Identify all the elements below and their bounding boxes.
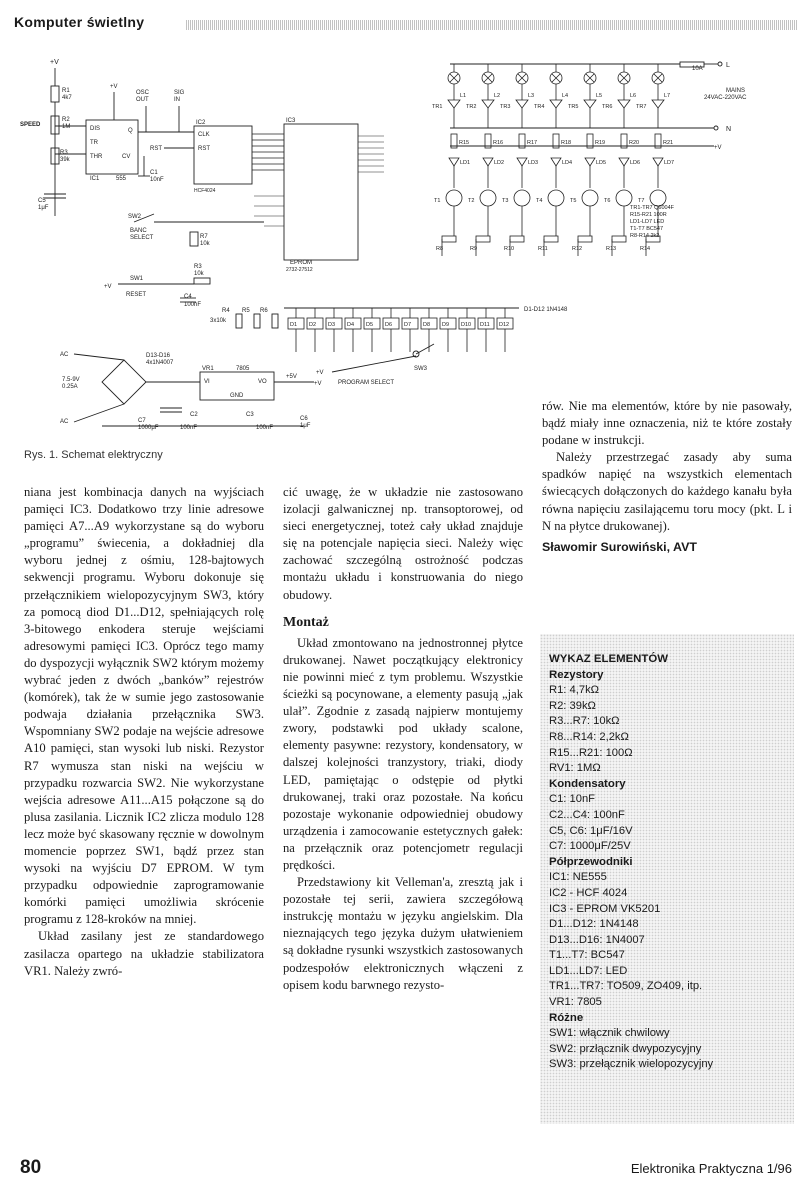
program-select-label: PROGRAM SELECT xyxy=(338,380,395,386)
led-symbol xyxy=(483,158,493,166)
diode-label: D8 xyxy=(423,322,431,328)
triac-symbol xyxy=(652,100,664,108)
legend-line-2: R15-R21 100R xyxy=(630,212,667,218)
triac-symbol xyxy=(482,100,494,108)
parts-list-item: IC2 - HCF 4024 xyxy=(549,886,628,899)
resistor-symbol xyxy=(476,236,490,242)
parts-list-item: C7: 1000μF/25V xyxy=(549,840,631,853)
transistor-label: T3 xyxy=(502,198,509,204)
vplus-label: +V xyxy=(50,59,59,66)
resistor-label: R21 xyxy=(663,140,674,146)
ic3-label: IC3 xyxy=(286,118,296,124)
parts-list-item: IC1: NE555 xyxy=(549,871,607,884)
resistor-label: R19 xyxy=(595,140,606,146)
transistor-symbol xyxy=(616,190,632,206)
parts-list-item: D13...D16: 1N4007 xyxy=(549,933,645,946)
r4-label: R4 xyxy=(222,308,230,314)
lamp-label: L5 xyxy=(596,93,603,99)
parts-list-title: WYKAZ ELEMENTÓW xyxy=(549,653,668,665)
header-band xyxy=(186,20,798,30)
c7-value: 1000μF xyxy=(138,425,159,431)
led-symbol xyxy=(653,158,663,166)
col2-paragraph-2: Układ zmontowano na jednostronnej płytce drukowanej. Nawet początkujący elektronicy nie powinni mieć z tym problemu. Wszystkie ścieżki są pocynowane, a elementy pasują „jak ulał”. Zgodnie z zasadą najpierw montujemy zwory, podstawki pod układy scalone, elementy pasywne: rezystory, kondensatory, w dalszej kolejności tranzystory, triaki, diody LED, pamiętając o odstępie od płytki drukowanej, traki oraz pozostałe. Na końcu pozostaje wykonanie odpowiedniej obudowy urządzenia i zamocowanie estetycznych gałek: na przełącznik oraz potencjometr regulacji prędkości. xyxy=(283,635,523,872)
resistor-label: R11 xyxy=(538,246,548,252)
reset-label: RESET xyxy=(126,292,147,298)
triac-symbol xyxy=(618,100,630,108)
led-symbol xyxy=(585,158,595,166)
parts-list-item: R1: 4,7kΩ xyxy=(549,684,600,697)
led-label: LD7 xyxy=(664,160,675,166)
banc-label: BANC xyxy=(130,228,147,234)
transistor-label: T1 xyxy=(434,198,441,204)
lamp-label: L4 xyxy=(562,93,569,99)
fuse-label: 10A xyxy=(692,66,703,72)
ac-label-top: AC xyxy=(60,352,69,358)
led-label: LD3 xyxy=(528,160,539,166)
vplus-out: +V xyxy=(314,381,322,387)
r1-label: R1 xyxy=(62,88,70,94)
parts-group-heading: Rezystory xyxy=(549,668,604,681)
ic1-thr: THR xyxy=(90,154,103,160)
triac-label: TR7 xyxy=(636,104,647,110)
parts-list-item: R15...R21: 100Ω xyxy=(549,746,633,759)
resistor-label: R9 xyxy=(470,246,478,252)
diode-series-label: D1-D12 1N4148 xyxy=(524,307,568,313)
parts-list-item: D1...D12: 1N4148 xyxy=(549,918,639,931)
vr1-label: VR1 xyxy=(202,366,214,372)
col2-paragraph-3: Przedstawiony kit Velleman'a, zresztą jak i pozostałe tej serii, zawiera szczegółową instrukcję montażu w języku angielskim. Dla nieznających tego języka dużym ułatwieniem są dokładne rysunki wszystkich zastosowanych podzespołów elektronicznych włączeni z opisem kodu barwnego rezysto- xyxy=(283,875,523,992)
magazine-issue: Elektronika Praktyczna 1/96 xyxy=(630,1161,792,1176)
parts-list-item: R3...R7: 10kΩ xyxy=(549,715,620,728)
parts-group-heading: Półprzewodniki xyxy=(549,855,633,868)
lamp-label: L3 xyxy=(528,93,535,99)
legend-line-4: T1-T7 BC547 xyxy=(630,226,664,232)
col3-paragraph-1: rów. Nie ma elementów, które by nie pasowały, bądź miały inne oznaczenia, niż te które zostały podane w instrukcji. xyxy=(542,399,792,448)
speed-label: SPEED xyxy=(20,122,41,128)
ic1-tr: TR xyxy=(90,140,98,146)
c1-label: C1 xyxy=(150,170,158,176)
led-label: LD5 xyxy=(596,160,607,166)
r2-label: R2 xyxy=(62,117,70,123)
diode-label: D10 xyxy=(461,322,472,328)
led-label: LD4 xyxy=(562,160,573,166)
c4-value: 100nF xyxy=(184,302,202,308)
lamp-label: L7 xyxy=(664,93,671,99)
transistor-symbol xyxy=(514,190,530,206)
sw2-label: SW2 xyxy=(128,214,142,220)
parts-list-item: SW1: włącznik chwilowy xyxy=(549,1027,670,1040)
parts-list-item: SW3: przełącznik wielopozycyjny xyxy=(549,1058,714,1071)
triac-symbol xyxy=(584,100,596,108)
c3-label: C3 xyxy=(246,412,254,418)
ic2-clk: CLK xyxy=(198,132,210,138)
transistor-label: T6 xyxy=(604,198,611,204)
triac-symbol xyxy=(516,100,528,108)
resistor-symbol xyxy=(510,236,524,242)
transistor-label: T4 xyxy=(536,198,543,204)
c1-value: 10nF xyxy=(150,177,164,183)
triac-label: TR4 xyxy=(534,104,545,110)
sw3-vplus: +V xyxy=(316,370,324,376)
section-heading-montaz: Montaż xyxy=(283,614,329,630)
r6-label: R6 xyxy=(260,308,268,314)
resistor-label: R13 xyxy=(606,246,617,252)
vr1-type: 7805 xyxy=(236,366,250,372)
r2-value: 1M xyxy=(62,124,71,130)
circuit-schematic xyxy=(14,56,798,442)
diode-label: D4 xyxy=(347,322,355,328)
transistor-label: T7 xyxy=(638,198,645,204)
vr1-vi: VI xyxy=(204,379,210,385)
led-symbol xyxy=(517,158,527,166)
legend-line-1: TR1-TR7 Q6004F xyxy=(630,205,675,211)
c4-label: C4 xyxy=(184,294,192,300)
diode-label: D6 xyxy=(385,322,393,328)
parts-group-heading: Kondensatory xyxy=(549,777,626,790)
r7-value: 10k xyxy=(200,241,210,247)
diode-label: D1 xyxy=(290,322,298,328)
resistor-label: R8 xyxy=(436,246,444,252)
mains-voltage-label: 24VAC-220VAC xyxy=(704,95,747,101)
parts-list-box xyxy=(540,634,794,1124)
mains-vplus: +V xyxy=(714,145,722,151)
eprom-label: EPROM xyxy=(290,260,313,266)
ic1-q: Q xyxy=(128,128,133,134)
triac-label: TR6 xyxy=(602,104,613,110)
resistor-label: R20 xyxy=(629,140,640,146)
ic1-label: IC1 xyxy=(90,176,100,182)
transistor-symbol xyxy=(548,190,564,206)
triac-symbol xyxy=(550,100,562,108)
page-number: 80 xyxy=(20,1157,42,1178)
vr1-gnd: GND xyxy=(230,393,244,399)
diode-label: D11 xyxy=(480,322,490,328)
c2-label: C2 xyxy=(190,412,198,418)
resistor-label: R14 xyxy=(640,246,651,252)
lamp-label: L2 xyxy=(494,93,501,99)
diode-label: D3 xyxy=(328,322,336,328)
resistor-label: R15 xyxy=(459,140,470,146)
ic1-dis: DIS xyxy=(90,126,101,132)
parts-list-item: R2: 39kΩ xyxy=(549,699,596,712)
transistor-label: T5 xyxy=(570,198,577,204)
sw3-label: SW3 xyxy=(414,366,428,372)
resistor-label: R18 xyxy=(561,140,572,146)
resistor-label: R17 xyxy=(527,140,538,146)
resistor-symbol xyxy=(544,236,558,242)
col2-paragraph-1: cić uwagę, że w układzie nie zastosowano izolacji galwanicznej np. transoptorowej, od sieci energetycznej, toteż cały układ znajduje się na potencjale napięcia sieci. Należy więc zachować szczególną ostrożność podczas montażu układu i konstruowania do niego obudowy. xyxy=(283,485,523,602)
triac-label: TR3 xyxy=(500,104,511,110)
led-label: LD1 xyxy=(460,160,471,166)
text-column-3 xyxy=(542,398,792,556)
c2-value: 100nF xyxy=(180,425,198,431)
parts-groups xyxy=(549,668,788,1073)
ic2-label: IC2 xyxy=(196,120,206,126)
c5-value: 1μF xyxy=(38,205,49,211)
triac-label: TR5 xyxy=(568,104,579,110)
transistor-label: T2 xyxy=(468,198,475,204)
r3b-label: R3 xyxy=(194,264,202,270)
led-label: LD2 xyxy=(494,160,505,166)
resistor-symbol xyxy=(612,236,626,242)
ic1-vplus: +V xyxy=(110,84,118,90)
c6-value: 1μF xyxy=(300,423,311,429)
r3b-value: 10k xyxy=(194,271,204,277)
col1-paragraph-1: niana jest kombinacja danych na wyjściach pamięci IC3. Dodatkowo trzy linie adresowe pamięci A7...A9 wykorzystane są do wyboru „programu” świecenia, a dokładniej dla wyboru jednej z ośmiu, 128-bajtowych sekwencji programu. Wyboru dokonuje się przełącznikiem wielopozycyjnym SW3, który za pomocą diod D1...D12, spełniających rolę 3-bitowego enkodera steruje wejściami adresowymi pamięci IC3. Oprócz tego mamy do dyspozycji wyłącznik SW2 którym możemy wybrać jeden z dwóch „banków” rejestrów (komórek), tak że w sumie jego zastosowanie podwaja działania przełącznika SW3. Wspomniany SW2 podaje na wejście adresowe A10 pamięci, stan wysoki lub niski. Rezystor R7 wymusza stan niski na wejściu w przypadku rozwarcia SW2. Nie wykorzystane wejścia adresowe A11...A15 połączone są do plusa zasilania. Licznik IC2 zlicza modulo 128 lecz może być skasowany ręcznie w dowolnym momencie poprzez SW1, bądź przez stan wysoki na wyjściu D7 EPROM. W tym przypadku odpowiednie zaprogramowanie komórki pamięci umożliwia skrócenie programu z 128-kroków na mniej. xyxy=(24,485,264,927)
ic2-rst: RST xyxy=(198,146,210,152)
led-symbol xyxy=(449,158,459,166)
diode-label: D12 xyxy=(499,322,510,328)
triac-label: TR1 xyxy=(432,104,443,110)
parts-group-heading: Różne xyxy=(549,1011,584,1024)
bridge-value: 4x1N4007 xyxy=(146,360,174,366)
author-signature: Sławomir Surowiński, AVT xyxy=(542,539,697,554)
triac-label: TR2 xyxy=(466,104,477,110)
c3-value: 100nF xyxy=(256,425,274,431)
led-label: LD6 xyxy=(630,160,641,166)
select-label: SELECT xyxy=(130,235,154,241)
ic1-type: 555 xyxy=(116,176,127,182)
parts-list-item: T1...T7: BC547 xyxy=(549,949,625,962)
c6-label: C6 xyxy=(300,416,308,422)
figure-caption: Rys. 1. Schemat elektryczny xyxy=(24,449,163,461)
sw1-label: SW1 xyxy=(130,276,144,282)
parts-list-item: VR1: 7805 xyxy=(549,996,602,1009)
resistor-label: R16 xyxy=(493,140,504,146)
mains-label: MAINS xyxy=(726,88,746,94)
parts-list-item: R8...R14: 2,2kΩ xyxy=(549,730,629,743)
parts-list-item: C1: 10nF xyxy=(549,793,596,806)
r1-value: 4k7 xyxy=(62,95,72,101)
text-column-2 xyxy=(283,484,523,994)
sig-label: SIG xyxy=(174,90,185,96)
diode-label: D7 xyxy=(404,322,412,328)
transistor-symbol xyxy=(480,190,496,206)
parts-list-item: IC3 - EPROM VK5201 xyxy=(549,902,661,915)
mains-l-label: L xyxy=(726,62,730,69)
diode-label: D2 xyxy=(309,322,317,328)
r3-value: 39k xyxy=(60,157,70,163)
parts-list-item: C5, C6: 1μF/16V xyxy=(549,824,633,837)
mains-n-label: N xyxy=(726,126,732,133)
parts-list-item: LD1...LD7: LED xyxy=(549,964,628,977)
ic2-type: HCF4024 xyxy=(194,188,216,194)
resistor-symbol xyxy=(578,236,592,242)
r3-label: R3 xyxy=(60,150,68,156)
section-title: Komputer świetlny xyxy=(14,14,145,30)
plus5-label: +5V xyxy=(286,374,297,380)
diode-row xyxy=(288,308,513,352)
osc-label: OSC xyxy=(136,90,150,96)
resistor-label: R10 xyxy=(504,246,515,252)
vr1-vo: VO xyxy=(258,379,267,385)
amp-label: 0.25A xyxy=(62,384,78,390)
led-symbol xyxy=(551,158,561,166)
vin-label: 7.5-9V xyxy=(62,377,80,383)
diode-label: D9 xyxy=(442,322,450,328)
legend-line-5: R8-R14 2k2 xyxy=(630,233,660,239)
col1-paragraph-2: Układ zasilany jest ze standardowego zasilacza opartego na układzie stabilizatora VR1. Należy zwró- xyxy=(24,929,264,978)
legend-line-3: LD1-LD7 LED xyxy=(630,219,665,225)
resistor-label: R12 xyxy=(572,246,583,252)
page-header xyxy=(14,14,798,36)
transistor-symbol xyxy=(650,190,666,206)
transistor-symbol xyxy=(446,190,462,206)
diode-label: D5 xyxy=(366,322,374,328)
led-symbol xyxy=(619,158,629,166)
r5-label: R5 xyxy=(242,308,250,314)
parts-list-item: TR1...TR7: TO509, ZO409, itp. xyxy=(549,980,703,993)
rst-label: RST xyxy=(150,146,162,152)
ac-label-bottom: AC xyxy=(60,419,69,425)
lamp-label: L1 xyxy=(460,93,467,99)
out-label: OUT xyxy=(136,97,149,103)
sw1-vplus: +V xyxy=(104,284,112,290)
resistor-symbol xyxy=(442,236,456,242)
r4-value: 3x10k xyxy=(210,318,227,324)
in-label: IN xyxy=(174,97,180,103)
eprom-type: 2732-27512 xyxy=(286,267,313,273)
parts-list-item: RV1: 1MΩ xyxy=(549,762,601,775)
parts-list-item: C2...C4: 100nF xyxy=(549,808,625,821)
text-column-1 xyxy=(24,484,264,980)
col3-paragraph-2: Należy przestrzegać zasady aby suma spadków napięć na wszystkich elementach świecących dołączonych do każdego kanału była równa napięciu zasilającemu toru mocy (pkt. L i N na płytce drukowanej). xyxy=(542,450,792,533)
triac-symbol xyxy=(448,100,460,108)
c7-label: C7 xyxy=(138,418,146,424)
lamp-label: L6 xyxy=(630,93,637,99)
ic1-cv: CV xyxy=(122,154,131,160)
bridge-label: D13-D16 xyxy=(146,353,171,359)
r7-label: R7 xyxy=(200,234,208,240)
parts-list-item: SW2: przłącznik dwypozycyjny xyxy=(549,1042,702,1055)
c5-label: C5 xyxy=(38,198,46,204)
transistor-symbol xyxy=(582,190,598,206)
